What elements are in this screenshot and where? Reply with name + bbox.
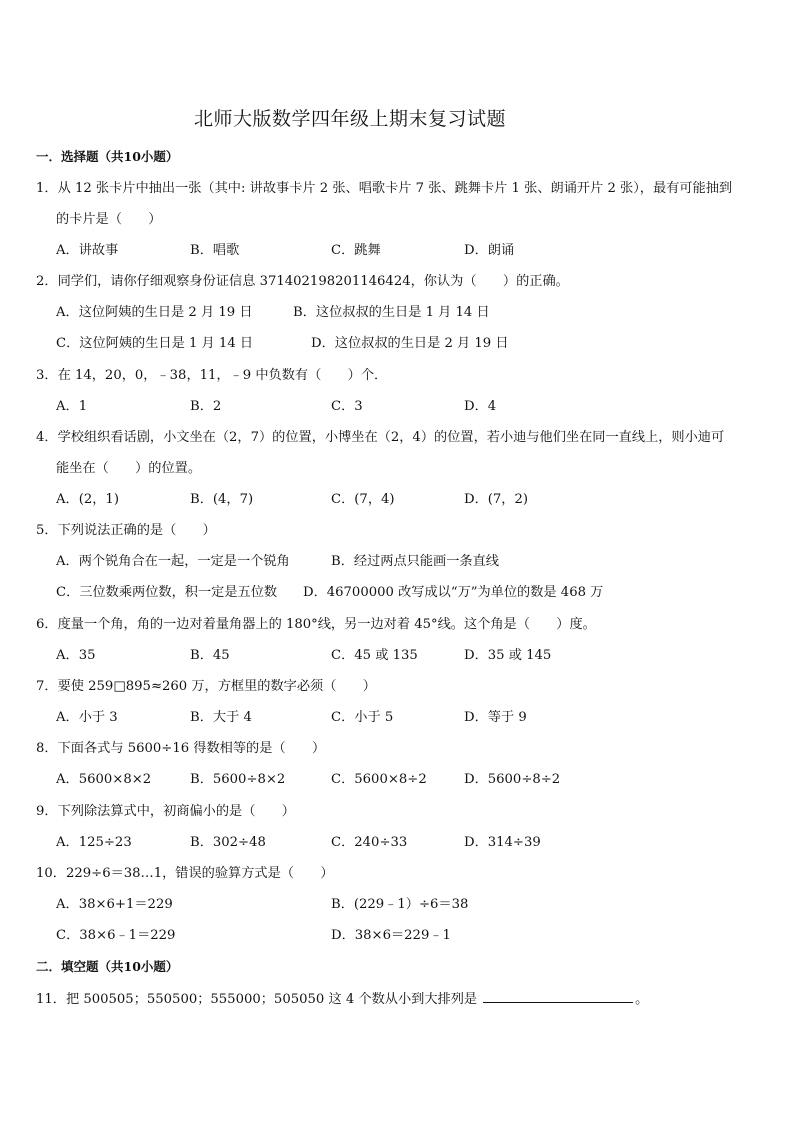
question-5-option-c[interactable]: C．三位数乘两位数，积一定是五位数 [56, 585, 278, 600]
question-4-option-b[interactable]: B．(4，7) [190, 492, 254, 507]
question-6-option-d[interactable]: D．35 或 145 [464, 648, 552, 663]
question-9-option-b[interactable]: B．302÷48 [190, 835, 266, 850]
question-7-option-b[interactable]: B．大于 4 [190, 710, 252, 725]
question-10-option-c[interactable]: C．38×6﹣1＝229 [56, 928, 176, 943]
question-3-option-c[interactable]: C．3 [331, 399, 363, 414]
question-7-option-d[interactable]: D．等于 9 [464, 710, 527, 725]
question-4-option-d[interactable]: D．(7，2) [464, 492, 529, 507]
question-8-option-a[interactable]: A．5600×8×2 [56, 772, 152, 787]
question-9-text: 9．下列除法算式中，初商偏小的是（ ） [36, 804, 295, 819]
question-4-text-cont: 能坐在（ ）的位置。 [56, 461, 202, 476]
question-10-option-b[interactable]: B．(229﹣1）÷6＝38 [331, 897, 469, 912]
question-5-option-d[interactable]: D．46700000 改写成以“万”为单位的数是 468 万 [303, 585, 604, 600]
question-1-text-cont: 的卡片是（ ） [56, 212, 162, 227]
question-4-option-a[interactable]: A．(2，1) [56, 492, 119, 507]
question-3-text: 3．在 14，20，0，﹣38，11，﹣9 中负数有（ ）个． [36, 368, 388, 383]
question-4-text: 4．学校组织看话剧，小文坐在（2，7）的位置，小博坐在（2，4）的位置，若小迪与他们坐在同一直线上，则小迪可 [36, 430, 725, 445]
question-2-option-d[interactable]: D．这位叔叔的生日是 2 月 19 日 [311, 336, 509, 351]
section-heading-choice: 一．选择题（共10小题） [36, 149, 179, 164]
question-3-option-d[interactable]: D．4 [464, 399, 497, 414]
question-10-text: 10．229÷6＝38…1，错误的验算方式是（ ） [36, 866, 334, 881]
question-2-option-b[interactable]: B．这位叔叔的生日是 1 月 14 日 [293, 305, 490, 320]
question-7-option-a[interactable]: A．小于 3 [56, 710, 118, 725]
question-3-option-b[interactable]: B．2 [190, 399, 222, 414]
question-1-text: 1．从 12 张卡片中抽出一张（其中: 讲故事卡片 2 张、唱歌卡片 7 张、跳舞卡片 1 张、朗诵开片 2 张），最有可能抽到 [36, 181, 733, 196]
question-10-option-a[interactable]: A．38×6+1＝229 [56, 897, 173, 912]
question-7-option-c[interactable]: C．小于 5 [331, 710, 394, 725]
question-8-option-c[interactable]: C．5600×8÷2 [331, 772, 427, 787]
page-title: 北师大版数学四年级上期末复习试题 [193, 108, 506, 130]
question-1-option-a[interactable]: A．讲故事 [56, 243, 119, 258]
question-1-option-b[interactable]: B．唱歌 [190, 243, 240, 258]
question-9-option-a[interactable]: A．125÷23 [56, 835, 132, 850]
question-9-option-d[interactable]: D．314÷39 [464, 835, 541, 850]
question-5-option-a[interactable]: A．两个锐角合在一起，一定是一个锐角 [56, 554, 290, 569]
answer-blank[interactable] [483, 990, 633, 1003]
question-8-text: 8．下面各式与 5600÷16 得数相等的是（ ） [36, 741, 326, 756]
question-8-option-d[interactable]: D．5600÷8÷2 [464, 772, 561, 787]
question-9-option-c[interactable]: C．240÷33 [331, 835, 408, 850]
question-6-option-a[interactable]: A．35 [56, 648, 96, 663]
question-1-option-c[interactable]: C．跳舞 [331, 243, 381, 258]
section-heading-fill: 二．填空题（共10小题） [36, 959, 179, 974]
question-5-text: 5．下列说法正确的是（ ） [36, 523, 216, 538]
question-11-text [36, 988, 648, 1007]
question-3-option-a[interactable]: A．1 [56, 399, 88, 414]
question-6-option-c[interactable]: C．45 或 135 [331, 648, 418, 663]
question-4-option-c[interactable]: C．(7，4) [331, 492, 395, 507]
question-7-text: 7．要使 259□895≈260 万，方框里的数字必须（ ） [36, 679, 376, 694]
question-6-option-b[interactable]: B．45 [190, 648, 230, 663]
question-8-option-b[interactable]: B．5600÷8×2 [190, 772, 286, 787]
question-10-option-d[interactable]: D．38×6＝229﹣1 [331, 928, 451, 943]
question-2-text: 2．同学们，请你仔细观察身份证信息 371402198201146424，你认为（ ）的正确。 [36, 274, 569, 289]
question-2-option-c[interactable]: C．这位阿姨的生日是 1 月 14 日 [56, 336, 254, 351]
question-2-option-a[interactable]: A．这位阿姨的生日是 2 月 19 日 [56, 305, 253, 320]
question-5-option-b[interactable]: B．经过两点只能画一条直线 [331, 554, 499, 569]
question-11-end: 。 [635, 992, 649, 1007]
question-11-prompt: 11．把 500505；550500；555000；505050 这 4 个数从小到大排列是 [36, 992, 478, 1007]
question-6-text: 6．度量一个角，角的一边对着量角器上的 180°线，另一边对着 45°线。这个角是（ ）度。 [36, 617, 596, 632]
question-1-option-d[interactable]: D．朗诵 [464, 243, 515, 258]
